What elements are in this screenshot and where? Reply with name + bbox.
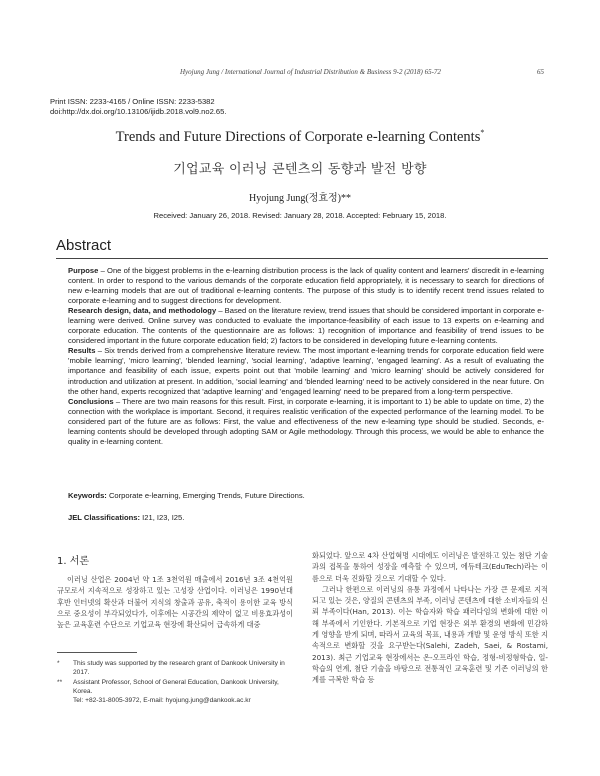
results-text: – Six trends derived from a comprehensive literature review. The most important e-learning trends for corporate education field were 'mobile learning', 'micro learning', 'blended learning', 'social learning', 'adaptive learning', 'engaged learning'. As a result of evaluating the importance and feasibility of each issue, experts point out that 'mobile learning' and 'micro learning' should be actively considered for introduction and utilization at present. In addition, 'social learning' and 'blended learning' need to be actively considered in the near future. On the other hand, experts recognized that 'adaptive learning' and 'engaged learning' need to be prepared from a long-term perspective. [68,346,544,396]
abstract-body [68,266,544,447]
footnote-mark: ** [57,678,63,686]
footnote-text: Assistant Professor, School of General Education, Dankook University, Korea. [73,678,279,695]
paper-title-english [0,128,600,146]
running-head: Hyojung Jung / International Journal of Industrial Distribution & Business 9-2 (2018) 65-72 [180,68,441,76]
footnotes [57,659,293,705]
footnote-divider [57,652,137,653]
footnote-funding [57,659,293,678]
issn-block [50,97,226,116]
left-column-text [57,574,293,630]
design-text: – Based on the literature review, trend issues that should be considered important in corporate e-learning were derived. Online survey was conducted to evaluate the importance-feasibility of each issue to 13 experts on e-learning and corporate education. The contents of the questionnaire are as follows: 1) recognition of importance and feasibility of trend issues to be considered important in the future corporate education field; 2) factors to be considered in developing future e-learning contents. [68,306,545,346]
footnote-author [57,678,293,706]
keywords-label: Keywords: [68,491,107,500]
right-column-text [312,550,548,686]
title-footnote-mark: * [480,128,485,137]
title-text: Trends and Future Directions of Corporate e-learning Contents [115,128,481,145]
paragraph: 그러나 한편으로 이러닝의 유통 과정에서 나타나는 가장 큰 문제로 지적되고 있는 것은, 양질의 콘텐츠의 부족, 이러닝 콘텐츠에 대한 소비자들의 신뢰 부족이다(Han, 2013). 이는 학습자와 학습 패러다임의 변화에 대한 이해 부족에서 기인한다. 기본적으로 기업 현장은 외부 환경의 변화에 민감하게 영향을 받게 되며, 따라서 교육의 목표, 내용과 개발 및 운영 방식 또한 지속적으로 변화할 것을 요구받는다(Salehi, Zadeh, Saei, & Rostami, 2013). 최근 기업교육 현장에서는 온-오프라인 학습, 정형-비정형학습, 일-학습의 연계, 첨단 기술을 바탕으로 전통적인 교육훈련 및 기존 이러닝의 한계를 극복한 학습 등 [312,584,548,685]
paper-title-korean: 기업교육 이러닝 콘텐츠의 동향과 발전 방향 [173,162,427,177]
abstract-conclusions [68,397,544,447]
abstract-divider [56,258,548,259]
section-heading-introduction: 1. 서론 [57,556,90,567]
abstract-design [68,306,544,346]
abstract-purpose [68,266,544,306]
keywords-text: Corporate e-learning, Emerging Trends, Future Directions. [106,491,305,500]
paragraph: 이러닝 산업은 2004년 약 1조 3천억원 매출에서 2016년 3조 4천억원 규모로서 지속적으로 성장하고 있는 고성장 산업이다. 이러닝은 1990년대 후반 인터넷의 확산과 더불어 지식의 창출과 공유, 축적이 용이한 교육 방식으로 중요성이 부각되었다가, 이후에는 시공간의 제약이 없고 비용효과성이 높은 교육훈련 수단으로 기업교육 현장에 확산되어 급속하게 대중 [57,575,293,630]
paragraph: 화되었다. 앞으로 4차 산업혁명 시대에도 이러닝은 발전하고 있는 첨단 기술과의 접목을 통하여 성장을 예측할 수 있으며, 에듀테크(EduTech)라는 이름으로 더욱 진화할 것으로 기대할 수 있다. [312,551,548,583]
abstract-results [68,346,544,396]
jel-classifications [68,513,544,522]
doi-line: doi:http://dx.doi.org/10.13106/ijidb.2018.vol9.no2.65. [50,106,227,116]
purpose-label: Purpose [68,266,99,275]
conclusions-text: – There are two main reasons for this result. First, in corporate e-learning, it is important to 1) be able to update on time, 2) the connection with the workplace is important. Second, it requires realistic verification of the expected performance of the learning model. To be considered part of the future are as follows: First, the value and effectiveness of the new e-learning type should be studied. Seconds, e-learning contents should be developed through adopting SAM or Agile methodology. Through this process, we would be able to enhance the quality in e-learning content. [68,396,544,446]
jel-label: JEL Classifications: [68,513,141,522]
received-dates: Received: January 26, 2018. Revised: January 28, 2018. Accepted: February 15, 2018. [153,211,447,220]
issn-line: Print ISSN: 2233-4165 / Online ISSN: 2233-5382 [50,97,215,106]
jel-text: I21, I23, I25. [140,513,185,522]
footnote-mark: * [57,660,60,667]
purpose-text: – One of the biggest problems in the e-learning distribution process is the lack of quality content and learners' discredit in e-learning content. In order to respond to the various demands of the corporate education field appropriately, it is necessary to search for directions of new e-learning models that are out of traditional e-learning contents. The purpose of this study is to identify recent trend issues related to corporate e-learning and to suggest directions for development. [68,266,544,306]
author-line: Hyojung Jung(정효정)** [248,193,352,204]
design-label: Research design, data, and methodology [68,306,217,316]
footnote-contact: Tel: +82-31-8005-3972, E-mail: hyojung.jung@dankook.ac.kr [73,697,251,705]
abstract-heading: Abstract [56,237,112,254]
page-number: 65 [537,68,544,76]
footnote-text: This study was supported by the research grant of Dankook University in 2017. [73,660,285,677]
results-label: Results [68,346,96,356]
conclusions-label: Conclusions [68,396,114,406]
keywords [68,491,544,500]
